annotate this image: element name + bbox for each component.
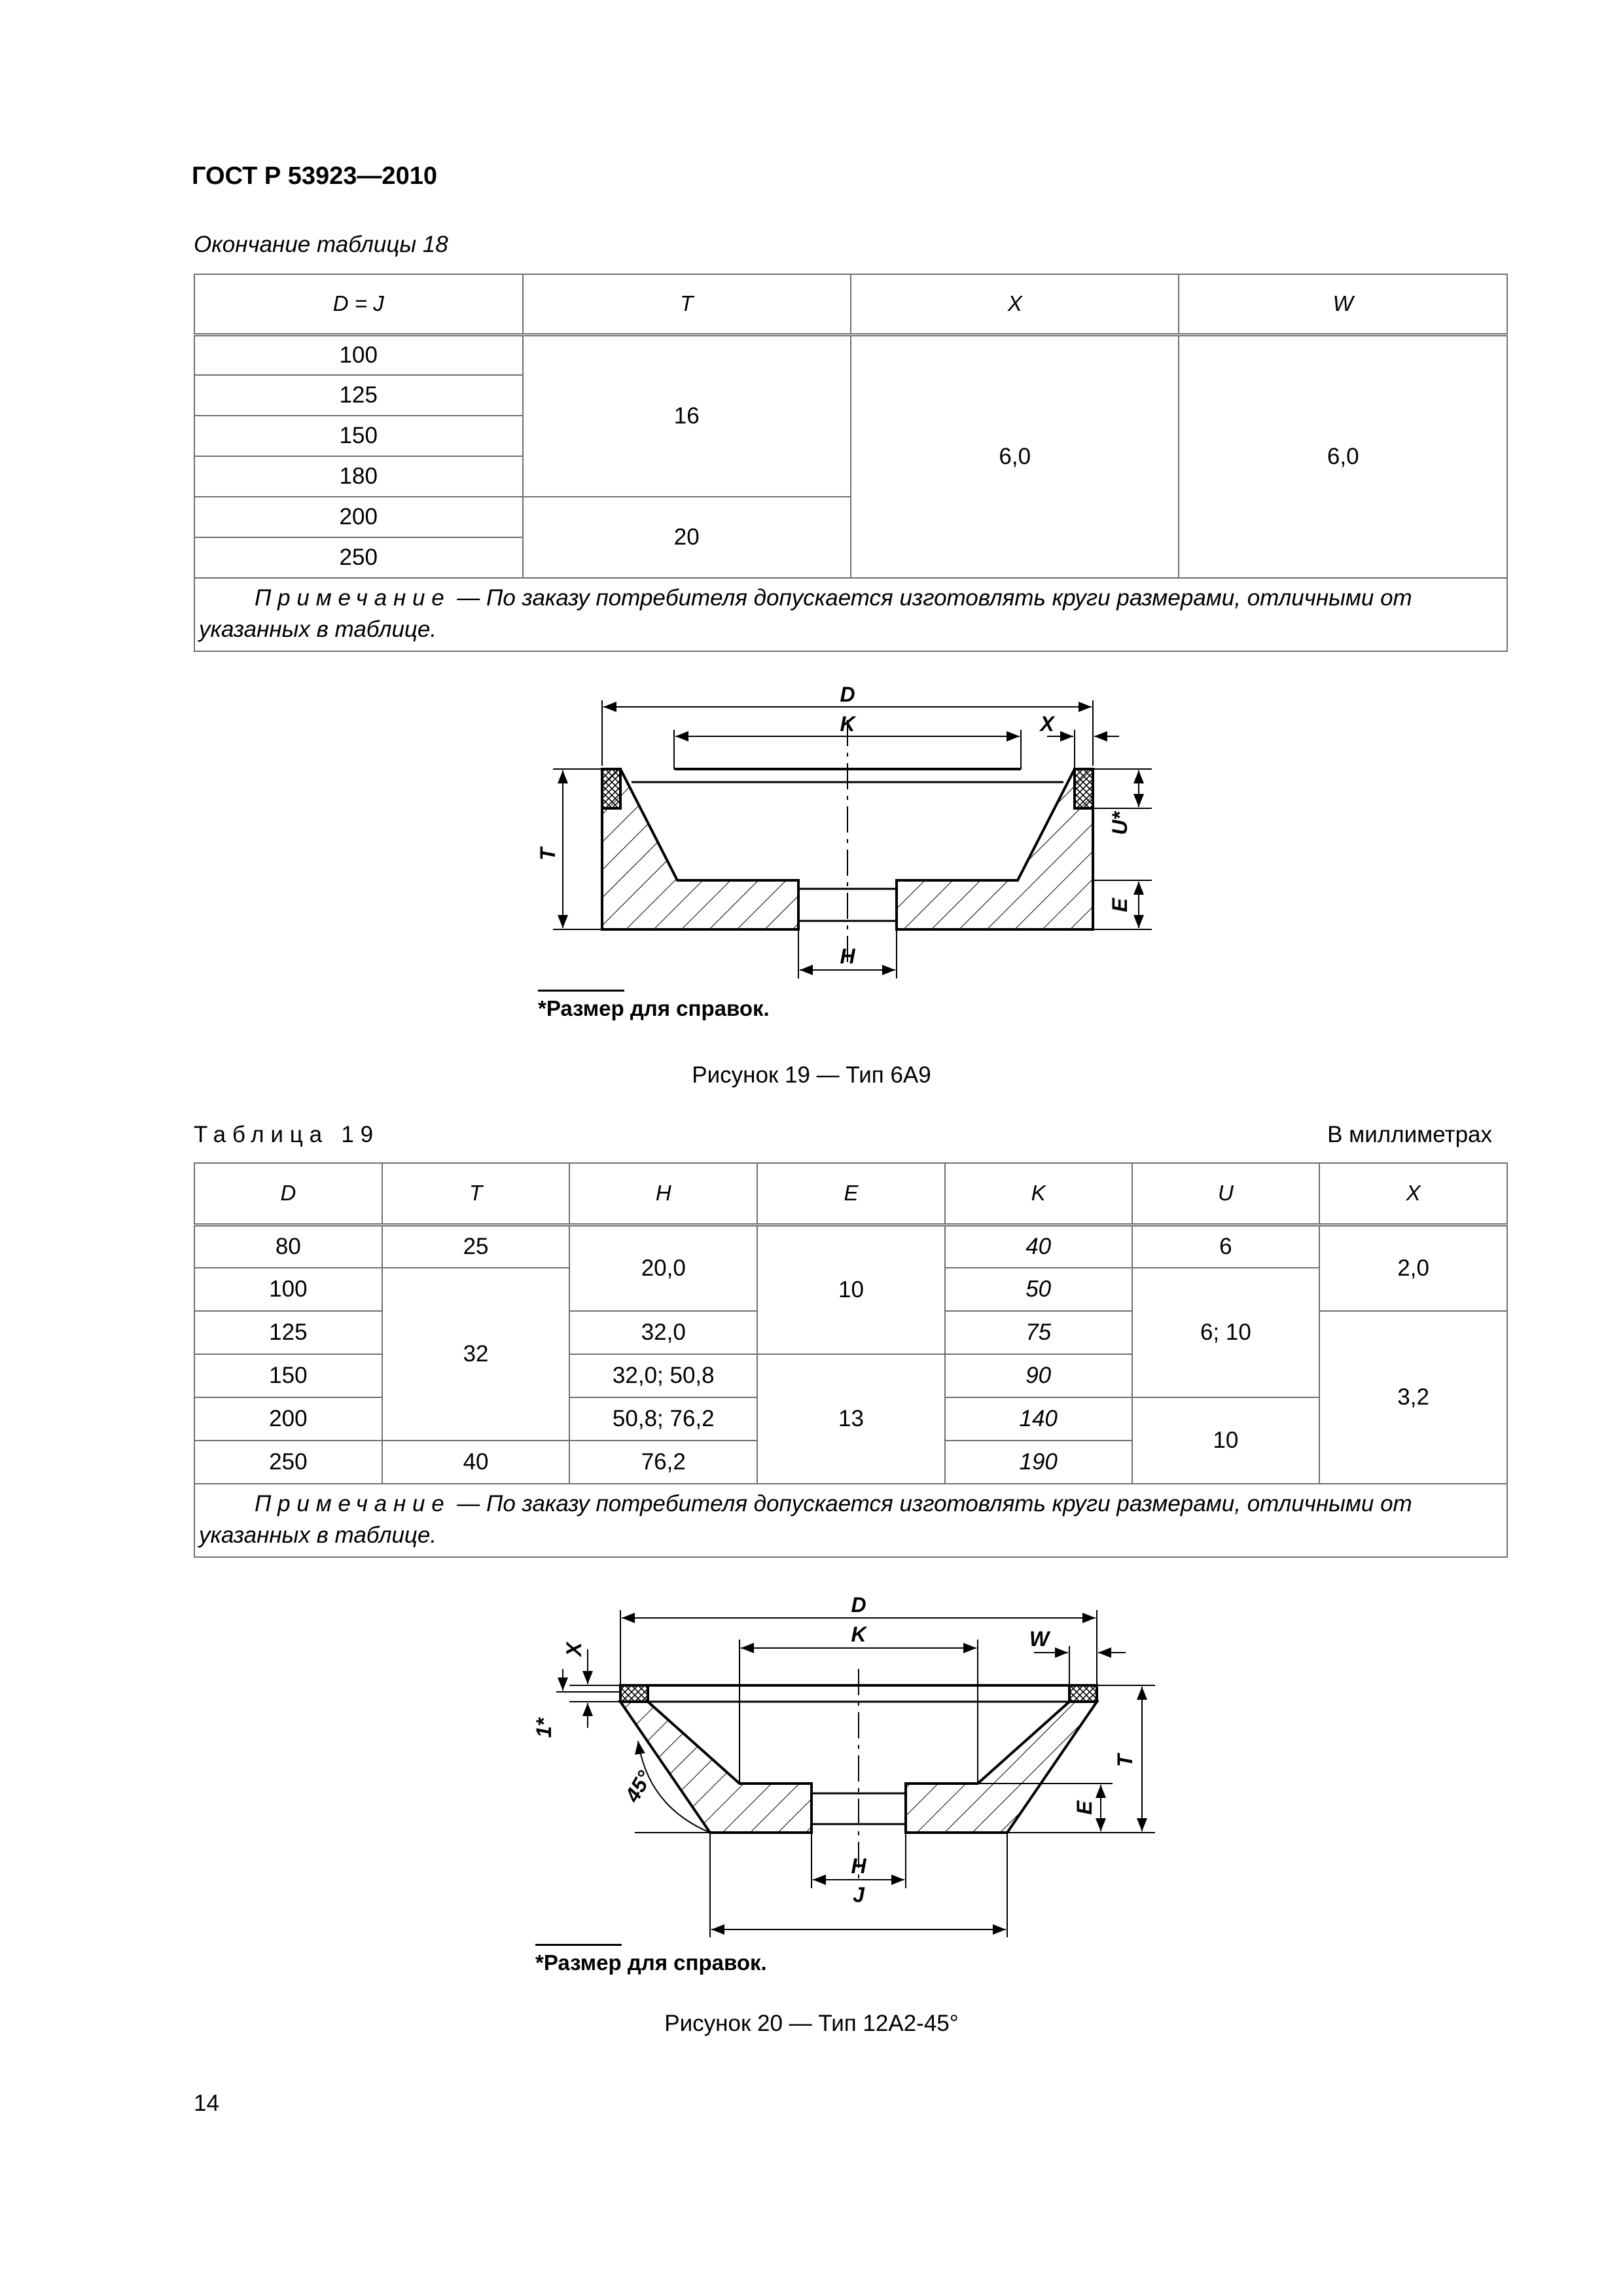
table19-col-x: X <box>1319 1163 1507 1225</box>
figure20-label-x: X <box>562 1642 586 1657</box>
table19-title: Таблица 19 <box>194 1122 380 1147</box>
table19-cell-h: 50,8; 76,2 <box>569 1397 757 1441</box>
table19-note-label: Примечание <box>255 1491 451 1516</box>
table19-header-row <box>194 1163 1507 1225</box>
table18-cell-dj: 125 <box>194 375 523 416</box>
figure20-label-t: T <box>1113 1754 1137 1767</box>
table19-cell-k: 75 <box>945 1311 1132 1354</box>
figure20-label-k: K <box>851 1623 866 1646</box>
figure20-label-j: J <box>853 1883 865 1907</box>
table18-cell-x: 6,0 <box>851 334 1179 578</box>
table19-cell-x: 2,0 <box>1319 1225 1507 1311</box>
figure20-caption: Рисунок 20 — Тип 12А2-45° <box>664 2011 959 2036</box>
table19-cell-h: 76,2 <box>569 1441 757 1484</box>
table18-cell-dj: 150 <box>194 416 523 456</box>
table19-cell-h: 20,0 <box>569 1225 757 1311</box>
wheel-body-right <box>897 769 1093 929</box>
table19-cell-x: 3,2 <box>1319 1311 1507 1484</box>
table18-note-text: — По заказу потребителя допускается изготовлять круги размерами, отличными от указанных в таблице. <box>199 585 1412 642</box>
table18-cell-dj: 100 <box>194 334 523 375</box>
table19-col-u: U <box>1132 1163 1320 1225</box>
table19-cell-t: 40 <box>382 1441 570 1484</box>
table19-cell-u: 6 <box>1132 1225 1320 1268</box>
figure19-footnote-rule <box>538 990 624 992</box>
wheel-body-right <box>906 1702 1097 1833</box>
table18-col-t: T <box>523 274 851 334</box>
table19-cell-u: 6; 10 <box>1132 1268 1320 1397</box>
table19-cell-h: 32,0; 50,8 <box>569 1354 757 1397</box>
document-title: ГОСТ Р 53923—2010 <box>192 162 437 190</box>
table19-cell-k: 140 <box>945 1397 1132 1441</box>
figure20-label-e: E <box>1073 1801 1096 1815</box>
table18-caption: Окончание таблицы 18 <box>194 232 448 257</box>
table18-cell-dj: 200 <box>194 497 523 537</box>
table19-cell-d: 80 <box>194 1225 382 1268</box>
figure19-label-h: H <box>840 944 855 968</box>
table18-col-dj: D = J <box>194 274 523 334</box>
table19-note <box>194 1484 1507 1557</box>
table19 <box>194 1162 1508 1558</box>
table19-cell-k: 50 <box>945 1268 1132 1311</box>
figure20-footnote: *Размер для справок. <box>535 1950 767 1975</box>
figure20-label-angle: 45° <box>620 1767 657 1806</box>
table19-col-t: T <box>382 1163 570 1225</box>
figure20-drawing <box>524 1590 1178 1957</box>
table19-cell-d: 100 <box>194 1268 382 1311</box>
figure20-label-h: H <box>851 1854 866 1878</box>
table19-cell-k: 90 <box>945 1354 1132 1397</box>
table19-cell-k: 40 <box>945 1225 1132 1268</box>
abrasive-layer-right <box>1075 769 1093 808</box>
table18 <box>194 274 1508 652</box>
table19-cell-d: 125 <box>194 1311 382 1354</box>
figure20-label-w: W <box>1029 1627 1050 1651</box>
table18-cell-dj: 250 <box>194 537 523 578</box>
table19-units: В миллиметрах <box>1327 1122 1492 1147</box>
wheel-body-left <box>620 1702 812 1833</box>
table-row <box>194 334 1507 375</box>
table19-cell-u: 10 <box>1132 1397 1320 1484</box>
table19-col-d: D <box>194 1163 382 1225</box>
abrasive-layer-left <box>602 769 620 808</box>
table18-note <box>194 578 1507 651</box>
figure19-drawing <box>524 681 1178 995</box>
abrasive-layer-left <box>620 1685 648 1702</box>
table18-note-row <box>194 578 1507 651</box>
figure19-label-d: D <box>840 683 855 706</box>
table18-cell-dj: 180 <box>194 456 523 497</box>
figure20-label-d: D <box>851 1593 866 1617</box>
figure19-label-x: X <box>1040 712 1054 736</box>
table-row <box>194 1225 1507 1268</box>
table19-col-h: H <box>569 1163 757 1225</box>
figure20-label-one: 1* <box>532 1717 556 1738</box>
table19-note-row <box>194 1484 1507 1557</box>
table19-cell-t: 32 <box>382 1268 570 1441</box>
table19-cell-t: 25 <box>382 1225 570 1268</box>
table18-cell-t: 16 <box>523 334 851 497</box>
figure19-label-k: K <box>840 712 855 736</box>
table18-note-label: Примечание <box>255 585 451 611</box>
table19-cell-d: 150 <box>194 1354 382 1397</box>
table18-col-w: W <box>1179 274 1507 334</box>
table18-col-x: X <box>851 274 1179 334</box>
page-number: 14 <box>194 2090 219 2116</box>
table19-col-e: E <box>757 1163 945 1225</box>
table18-cell-t: 20 <box>523 497 851 578</box>
figure19-caption: Рисунок 19 — Тип 6А9 <box>692 1062 931 1088</box>
table18-header-row <box>194 274 1507 334</box>
table19-cell-e: 13 <box>757 1354 945 1484</box>
table19-col-k: K <box>945 1163 1132 1225</box>
table19-cell-d: 200 <box>194 1397 382 1441</box>
wheel-body-left <box>602 769 798 929</box>
figure19-label-u: U* <box>1108 812 1132 835</box>
figure20-footnote-rule <box>535 1944 622 1946</box>
table18-cell-w: 6,0 <box>1179 334 1507 578</box>
abrasive-layer-right <box>1069 1685 1097 1702</box>
figure19-footnote: *Размер для справок. <box>538 996 770 1020</box>
figure19-label-e: E <box>1108 898 1132 912</box>
figure19-label-t: T <box>536 848 560 861</box>
table19-cell-d: 250 <box>194 1441 382 1484</box>
table19-cell-h: 32,0 <box>569 1311 757 1354</box>
table19-cell-e: 10 <box>757 1225 945 1354</box>
table19-note-text: — По заказу потребителя допускается изготовлять круги размерами, отличными от указанных в таблице. <box>199 1491 1412 1548</box>
table19-cell-k: 190 <box>945 1441 1132 1484</box>
